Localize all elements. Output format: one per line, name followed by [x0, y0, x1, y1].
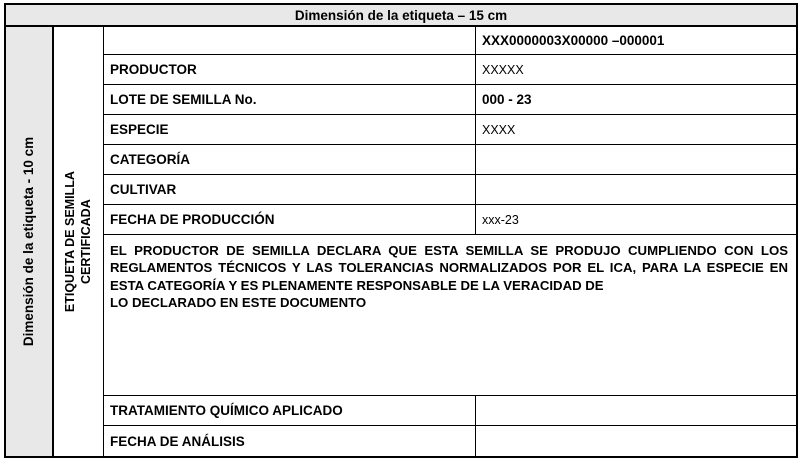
table-row [104, 426, 796, 456]
table-row [104, 85, 796, 115]
declaration-line2: LO DECLARADO EN ESTE DOCUMENTO [110, 295, 367, 311]
top-dimension-banner [6, 5, 796, 27]
field-value-fecha-de-analisis[interactable] [476, 426, 796, 456]
table-row [104, 205, 796, 235]
seed-label-table [54, 27, 796, 456]
table-row [104, 396, 796, 426]
field-label-fecha-de-analisis: FECHA DE ANÁLISIS [104, 426, 476, 456]
table-row [104, 175, 796, 205]
code-row-label [104, 27, 476, 54]
field-value-fecha-de-produccion[interactable]: xxx-23 [482, 212, 519, 227]
field-label-tratamiento-quimico: TRATAMIENTO QUÍMICO APLICADO [104, 396, 476, 425]
declaration-line1: EL PRODUCTOR DE SEMILLA DECLARA QUE ESTA SEMILLA SE PRODUJO CUMPLIENDO CON LOS REGLAMENTOS TÉCNICOS Y LAS TOLERANCIAS NORMALIZADOS POR EL ICA, PARA LA ESPECIE EN ESTA CATEGORÍA Y ES PLENAMENTE RESPONSABLE DE LA VERACIDAD DE [110, 243, 788, 293]
field-value-lote-de-semilla[interactable]: 000 - 23 [482, 92, 532, 107]
field-label-productor: PRODUCTOR [104, 55, 476, 84]
label-type-text [63, 171, 94, 312]
declaration-text-block [104, 235, 796, 396]
field-label-categoria: CATEGORÍA [104, 145, 476, 174]
label-fields-grid [104, 27, 796, 456]
left-dimension-label: Dimensión de la etiqueta - 10 cm [21, 136, 37, 347]
table-row-code [104, 27, 796, 55]
table-row [104, 115, 796, 145]
label-type-line1: ETIQUETA DE SEMILLA [62, 171, 77, 312]
field-label-cultivar: CULTIVAR [104, 175, 476, 204]
field-label-lote-de-semilla: LOTE DE SEMILLA No. [104, 85, 476, 114]
left-dimension-banner [6, 27, 54, 456]
label-type-line2: CERTIFICADA [78, 199, 93, 284]
table-row [104, 55, 796, 85]
label-type-strip [54, 27, 104, 456]
field-label-fecha-de-produccion: FECHA DE PRODUCCIÓN [104, 205, 476, 234]
code-row-value: XXX0000003X00000 –000001 [482, 33, 665, 48]
field-value-productor[interactable]: XXXXX [482, 62, 524, 77]
field-value-tratamiento-quimico[interactable] [476, 396, 796, 425]
table-row [104, 145, 796, 175]
field-label-especie: ESPECIE [104, 115, 476, 144]
field-value-categoria[interactable] [476, 145, 796, 174]
field-value-cultivar[interactable] [476, 175, 796, 204]
field-value-especie[interactable]: XXXX [482, 122, 516, 137]
top-dimension-label: Dimensión de la etiqueta – 15 cm [294, 7, 508, 23]
